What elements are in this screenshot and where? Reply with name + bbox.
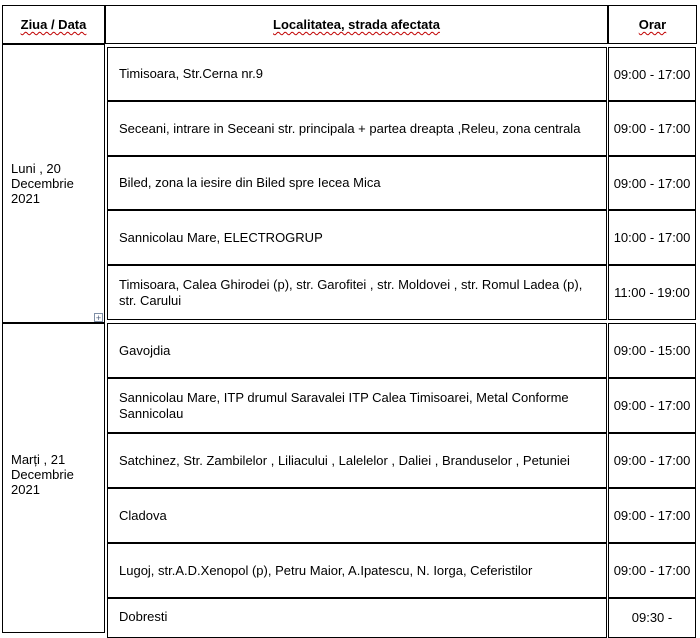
- table-row-hours: 09:00 - 17:00: [608, 156, 696, 210]
- table-row-hours: 09:00 - 17:00: [608, 101, 696, 156]
- table-row-hours: 09:00 - 17:00: [608, 488, 696, 543]
- table-row-location: Timisoara, Calea Ghirodei (p), str. Garofitei , str. Moldovei , str. Romul Ladea (p), str. Carului: [107, 265, 607, 320]
- day-cell-monday: [2, 44, 105, 323]
- table-row-hours: 09:00 - 17:00: [608, 543, 696, 598]
- table-row-location: Sannicolau Mare, ITP drumul Saravalei ITP Calea Timisoarei, Metal Conforme Sannicolau: [107, 378, 607, 433]
- table-row-location: Satchinez, Str. Zambilelor , Liliacului , Lalelelor , Daliei , Branduselor , Petuniei: [107, 433, 607, 488]
- header-hours: Orar: [608, 5, 697, 44]
- day-label: Luni , 20 Decembrie 2021: [11, 161, 74, 206]
- table-row-hours: 09:00 - 15:00: [608, 323, 696, 378]
- table-row-hours: 09:00 - 17:00: [608, 378, 696, 433]
- table-row-location: Biled, zona la iesire din Biled spre Iecea Mica: [107, 156, 607, 210]
- header-location: Localitatea, strada afectata: [105, 5, 608, 44]
- table-row-location: Timisoara, Str.Cerna nr.9: [107, 47, 607, 101]
- table-row-location: Gavojdia: [107, 323, 607, 378]
- table-row-location: Sannicolau Mare, ELECTROGRUP: [107, 210, 607, 265]
- day-label: Marți , 21 Decembrie 2021: [11, 451, 74, 497]
- table-row-hours: 09:30 -: [608, 598, 696, 638]
- header-day-date: Ziua / Data: [2, 5, 105, 44]
- table-row-location: Lugoj, str.A.D.Xenopol (p), Petru Maior, A.Ipatescu, N. Iorga, Ceferistilor: [107, 543, 607, 598]
- table-row-location: Seceani, intrare in Seceani str. principala + partea dreapta ,Releu, zona centrala: [107, 101, 607, 156]
- table-row-hours: 09:00 - 17:00: [608, 433, 696, 488]
- table-row-hours: 10:00 - 17:00: [608, 210, 696, 265]
- table-row-hours: 09:00 - 17:00: [608, 47, 696, 101]
- table-row-hours: 11:00 - 19:00: [608, 265, 696, 320]
- day-cell-tuesday: [2, 323, 105, 633]
- table-move-handle-icon[interactable]: +: [95, 313, 102, 323]
- table-row-location: Dobresti: [107, 598, 607, 638]
- table-row-location: Cladova: [107, 488, 607, 543]
